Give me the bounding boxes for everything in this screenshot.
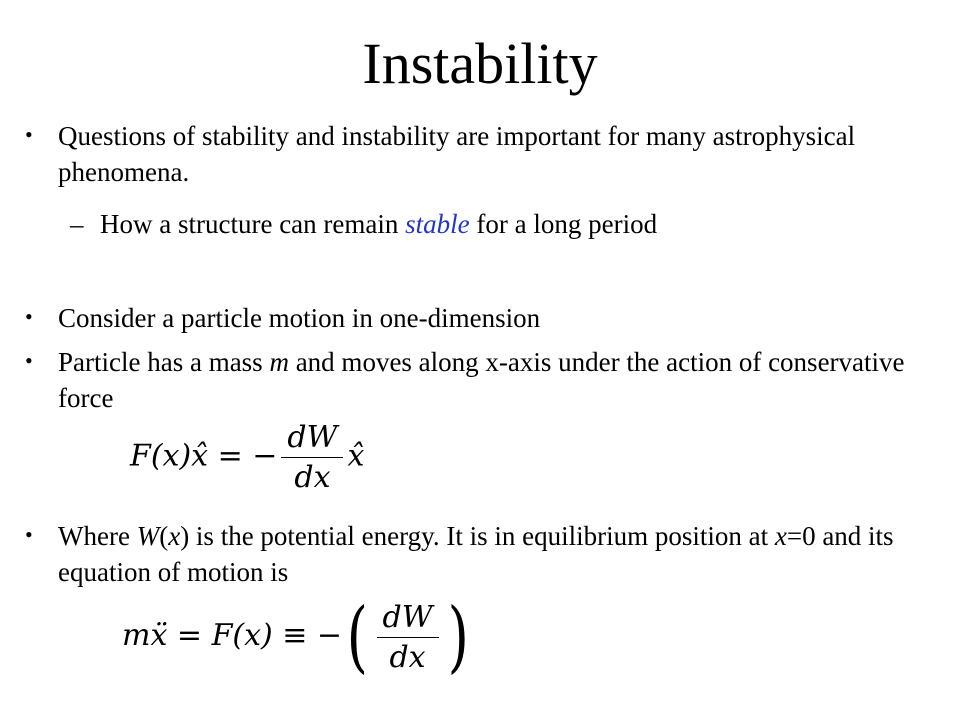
bullet-text-end: and moves along x-axis under the action of conservative force [58, 347, 905, 413]
slide-title: Instability [362, 31, 598, 96]
variable-x-2: x [774, 521, 787, 551]
sub-bullet-dash: – [70, 209, 84, 239]
equation-lhs: mẍ = F(x) ≡ − [122, 618, 343, 653]
bullet-item-1 [25, 118, 918, 190]
sub-bullet-item [70, 206, 900, 242]
equation-motion [122, 592, 473, 682]
variable-m: m [269, 347, 289, 377]
sub-bullet-text-end: for a long period [469, 209, 658, 239]
fraction [281, 420, 343, 495]
bullet-dot: • [25, 122, 33, 147]
bullet-dot: • [25, 304, 33, 329]
bullet-text-end: =0 and its equation of motion is [58, 521, 894, 587]
variable-x: x [168, 521, 181, 551]
bullet-dot: • [25, 348, 33, 373]
fraction-denominator: dx [294, 460, 331, 495]
fraction-denominator: dx [389, 639, 426, 675]
left-paren: ( [346, 592, 368, 682]
bullet-text: Particle has a mass [58, 347, 270, 377]
bullet-item-3 [25, 344, 918, 416]
variable-W: W [136, 521, 160, 551]
equation-rhs: x̂ [347, 438, 365, 474]
equation-force [130, 420, 364, 495]
highlighted-word: stable [405, 209, 470, 239]
bullet-item-4 [25, 518, 918, 590]
bullet-text: Questions of stability and instability are important for many astrophysical phenomena. [58, 121, 856, 187]
fraction [377, 600, 439, 675]
bullet-text-mid: ) is the potential energy. It is in equilibrium position at [180, 521, 775, 551]
bullet-text: Where [58, 521, 137, 551]
bullet-dot: • [25, 522, 33, 547]
bullet-text: Consider a particle motion in one-dimension [58, 303, 541, 333]
fraction-numerator: dW [281, 420, 343, 458]
sub-bullet-text: How a structure can remain [100, 209, 406, 239]
equation-lhs: F(x)x̂ = − [130, 438, 278, 474]
bullet-item-2 [25, 300, 918, 336]
right-paren: ) [447, 592, 469, 682]
bullet-text-paren-open: ( [159, 521, 169, 551]
fraction-numerator: dW [377, 600, 439, 638]
